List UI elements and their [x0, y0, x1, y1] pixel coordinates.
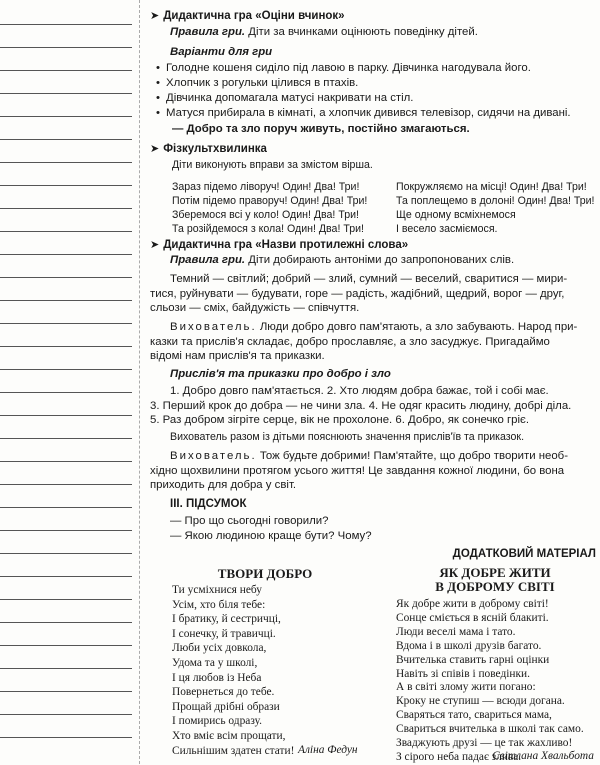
margin-rule-line [0, 185, 132, 186]
section-heading-fizkult: ➤ Фізкультхвилинка [150, 143, 267, 155]
final-teacher-paragraph: Вихователь. Тож будьте добрими! Пам'ятайте, що добро творити необ- хідно щохвилини протягом усього життя! Це завдання кожної людини, бо вона приходить для добра у світ. [150, 450, 569, 492]
explain-line: Вихователь разом із дітьми пояснюють значення прислів'їв та приказок. [170, 431, 525, 443]
margin-rule-line [0, 70, 132, 71]
fizkult-right-verse: Покружляємо на місці! Один! Два! Три! Та поплещемо в долоні! Один! Два! Три! Ще одному всміхнемося І весело засміємося. [396, 181, 595, 235]
margin-rule-line [0, 714, 132, 715]
page-content [150, 0, 596, 764]
margin-rule-line [0, 576, 132, 577]
margin-rule-line [0, 507, 132, 508]
poem-title: ЯК ДОБРЕ ЖИТИ В ДОБРОМУ СВІТІ [435, 565, 555, 594]
poem-title: ТВОРИ ДОБРО [217, 566, 313, 581]
poem-author: Аліна Федун [298, 744, 358, 756]
variants-title: Варіанти для гри [170, 46, 273, 58]
margin-rule-line [0, 254, 132, 255]
margin-rule-line [0, 737, 132, 738]
proverbs-title: Прислів'я та приказки про добро і зло [170, 368, 391, 380]
margin-notes-column [0, 0, 140, 764]
poem-tvory-dobro: Ти усміхнися небу Усім, хто біля тебе: І братику, й сестричці, І сонечку, й травичці. Люби усіх довкола, Удома та у школі, І ця любов із Неба Повернеться до тебе. Прощай дрібні образи І помирись одразу. Хто вміє всім прощати, Сильнішим здатен стати! [172, 584, 295, 757]
fizkult-left-verse: Зараз підемо ліворуч! Один! Два! Три! Потім підемо праворуч! Один! Два! Три! Зберемося всі у коло! Один! Два! Три! Та розійдемося з кола! Один! Два! Три! [172, 181, 368, 235]
summary-questions: — Про що сьогодні говорили? — Якою людиною краще бути? Чому? [170, 515, 372, 542]
margin-rule-line [0, 438, 132, 439]
margin-rule-line [0, 346, 132, 347]
margin-rule-line [0, 622, 132, 623]
antonyms-paragraph: Темний — світлий; добрий — злий, сумний — веселий, сваритися — мири- тися, руйнувати — будувати, горе — радість, жадібний, щедрий, ворог — друг, сльози — сміх, байдужість — співчуття. [150, 273, 568, 315]
closing-line: — Добро та зло поруч живуть, постійно змагаються. [172, 123, 470, 135]
arrow-icon: ➤ [150, 143, 160, 155]
margin-rule-line [0, 116, 132, 117]
margin-rule-line [0, 323, 132, 324]
arrow-icon: ➤ [150, 10, 160, 22]
section-heading-evaluate-deed: ➤ Дидактична гра «Оціни вчинок» [150, 10, 345, 22]
list-item: • Дівчинка допомагала матусі накривати на стіл. [156, 92, 413, 104]
margin-rule-line [0, 691, 132, 692]
margin-rule-line [0, 208, 132, 209]
margin-rule-line [0, 415, 132, 416]
extra-material-heading: ДОДАТКОВИЙ МАТЕРІАЛ [452, 548, 596, 560]
margin-rule-line [0, 599, 132, 600]
margin-rule-line [0, 139, 132, 140]
margin-rule-line [0, 24, 132, 25]
margin-rule-line [0, 668, 132, 669]
margin-rule-line [0, 369, 132, 370]
margin-rule-line [0, 47, 132, 48]
proverbs-list: 1. Добро довго пам'ятається. 2. Хто людям добра бажає, той і собі має. 3. Перший крок до добра — не чини зла. 4. Не одяг красить людину, добрі діла. 5. Раз добром зігріте серце, вік не прохолоне. 6. Добро, як сонечко гріє. [150, 385, 572, 427]
margin-rule-line [0, 530, 132, 531]
margin-rule-line [0, 392, 132, 393]
margin-rule-line [0, 484, 132, 485]
margin-rule-line [0, 162, 132, 163]
teacher-paragraph: Вихователь. Люди добро довго пам'ятають, а зло забувають. Народ при- казки та прислів'я складає, добро прославляє, а зло засуджує. Пригадаймо відомі нам прислів'я та приказки. [150, 321, 578, 363]
margin-rule-line [0, 231, 132, 232]
margin-rule-line [0, 300, 132, 301]
list-item: • Голодне кошеня сиділо під лавою в парку. Дівчинка нагодувала його. [156, 62, 531, 74]
list-item: • Матуся прибирала в кімнаті, а хлопчик дивився телевізор, сидячи на дивані. [156, 107, 571, 119]
margin-rule-line [0, 277, 132, 278]
arrow-icon: ➤ [150, 239, 160, 251]
margin-rule-line [0, 645, 132, 646]
margin-rule-line [0, 461, 132, 462]
rules-line: Правила гри. Діти за вчинками оцінюють поведінку дітей. [170, 26, 478, 38]
margin-rule-line [0, 93, 132, 94]
section-heading-opposites: ➤ Дидактична гра «Назви протилежні слова» [150, 239, 409, 251]
margin-divider [139, 0, 140, 764]
margin-rule-line [0, 553, 132, 554]
rules-line: Правила гри. Діти добирають антоніми до запропонованих слів. [170, 254, 515, 266]
summary-heading: ІІІ. ПІДСУМОК [170, 498, 247, 510]
poem-yak-dobre-zhyty: Як добре жити в доброму світі! Сонце сміється в ясній блакиті. Люди веселі мама і тато. Вдома і в школі друзів багато. Вчителька ставить гарні оцінки Навіть зі співів і поведінки. А в світі злому жити погано: Кроку не ступиш — всюди догана. Сваряться тато, свариться мама, Свариться вчителька в школі так само. Зваджують друзі — це так жахливо! З сірого неба падає злива. [396, 598, 584, 763]
list-item: • Хлопчик з рогульки цілився в птахів. [156, 77, 358, 89]
fizkult-intro: Діти виконують вправи за змістом вірша. [172, 159, 373, 171]
poem-author: Світлана Хвальбота [492, 750, 594, 762]
